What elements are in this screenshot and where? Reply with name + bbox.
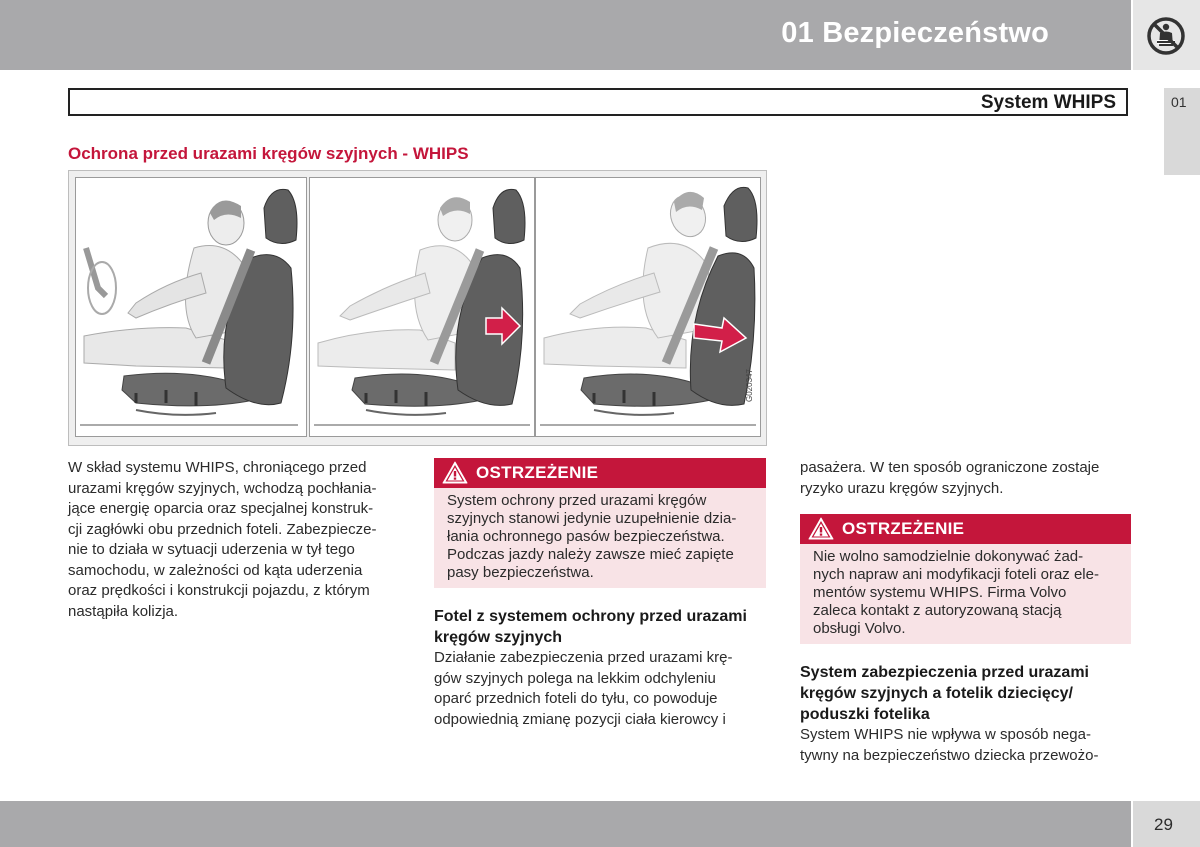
text-line: pasażera. W ten sposób ograniczone zostaje — [800, 459, 1100, 476]
warning-text — [434, 488, 766, 588]
text-line: oparć przednich foteli do tyłu, co powoduje — [434, 690, 718, 707]
text-line: poduszki fotelika — [800, 706, 930, 723]
chapter-side-tab[interactable] — [1164, 88, 1200, 175]
text-line: Nie wolno samodzielnie dokonywać żad- — [813, 548, 1084, 565]
subheading-child-seat — [800, 662, 1140, 725]
side-tab-label: 01 — [1171, 94, 1187, 110]
text-line: W skład systemu WHIPS, chroniącego przed — [68, 459, 367, 476]
figure-id: G020347 — [745, 369, 754, 402]
text-line: szyjnych stanowi jedynie uzupełnienie dzia- — [447, 510, 737, 527]
section-title: System WHIPS — [980, 92, 1116, 113]
subheading-seat-whips — [434, 606, 774, 648]
text-line: samochodu, w zależności od kąta uderzenia — [68, 561, 363, 579]
chapter-icon-box — [1133, 0, 1200, 70]
warning-box-1 — [434, 458, 766, 588]
text-line: cji zagłówki obu przednich foteli. Zabezpiecze- — [68, 520, 377, 538]
seat-function-paragraph — [434, 648, 774, 730]
footer-bar — [0, 801, 1131, 847]
text-line: nych napraw ani modyfikacji foteli oraz ele- — [813, 566, 1099, 583]
warning-label: OSTRZEŻENIE — [476, 463, 599, 482]
text-line: kręgów szyjnych — [434, 629, 563, 646]
warning-triangle-icon — [442, 461, 468, 484]
illustration-panel-normal — [75, 177, 307, 437]
text-line: kręgów szyjnych a fotelik dziecięcy/ — [800, 685, 1073, 702]
text-line: Fotel z systemem ochrony przed urazami — [434, 608, 747, 625]
text-line: urazami kręgów szyjnych, wchodzą pochłania- — [68, 479, 377, 497]
intro-paragraph — [68, 458, 408, 622]
text-line: zaleca kontakt z autoryzowaną stacją — [813, 602, 1062, 619]
text-line: nastąpiła kolizja. — [68, 602, 179, 620]
text-line: tywny na bezpieczeństwo dziecka przewożo- — [800, 746, 1099, 764]
page-number: 29 — [1154, 815, 1173, 834]
text-line: oraz prędkości i konstrukcji pojazdu, z którym — [68, 582, 370, 599]
header-bar — [0, 0, 1131, 70]
child-seat-paragraph — [800, 725, 1140, 766]
continuation-paragraph — [800, 458, 1140, 499]
text-line: System WHIPS nie wpływa w sposób nega- — [800, 726, 1091, 743]
warning-box-2 — [800, 514, 1131, 644]
section-title-bar — [68, 88, 1128, 116]
page-heading: Ochrona przed urazami kręgów szyjnych - WHIPS — [68, 144, 469, 163]
warning-triangle-icon — [808, 517, 834, 540]
text-line: obsługi Volvo. — [813, 620, 906, 637]
text-line: mentów systemu WHIPS. Firma Volvo — [813, 584, 1067, 601]
text-line: pasy bezpieczeństwa. — [447, 564, 594, 581]
whips-illustration — [68, 170, 767, 446]
seatbelt-warning-icon — [1146, 16, 1186, 56]
illustration-panel-recline — [535, 177, 761, 437]
warning-label: OSTRZEŻENIE — [842, 519, 965, 538]
illustration-panel-impact — [309, 177, 535, 437]
text-line: ryzyko urazu kręgów szyjnych. — [800, 479, 1004, 497]
text-line: odpowiednią zmianę pozycji ciała kierowcy i — [434, 710, 726, 728]
text-line: Działanie zabezpieczenia przed urazami krę- — [434, 649, 733, 666]
text-line: łania ochronnego pasów bezpieczeństwa. — [447, 528, 725, 545]
text-line: System zabezpieczenia przed urazami — [800, 664, 1089, 681]
text-line: jące energię oparcia oraz specjalnej konstruk- — [68, 500, 374, 517]
warning-text — [800, 544, 1131, 644]
chapter-title: 01 Bezpieczeństwo — [781, 17, 1049, 49]
warning-header — [800, 514, 1131, 544]
text-line: Podczas jazdy należy zawsze mieć zapięte — [447, 546, 734, 563]
text-line: gów szyjnych polega na lekkim odchyleniu — [434, 669, 716, 687]
text-line: nie to działa w sytuacji uderzenia w tył tego — [68, 541, 355, 558]
text-line: System ochrony przed urazami kręgów — [447, 492, 707, 509]
warning-header — [434, 458, 766, 488]
